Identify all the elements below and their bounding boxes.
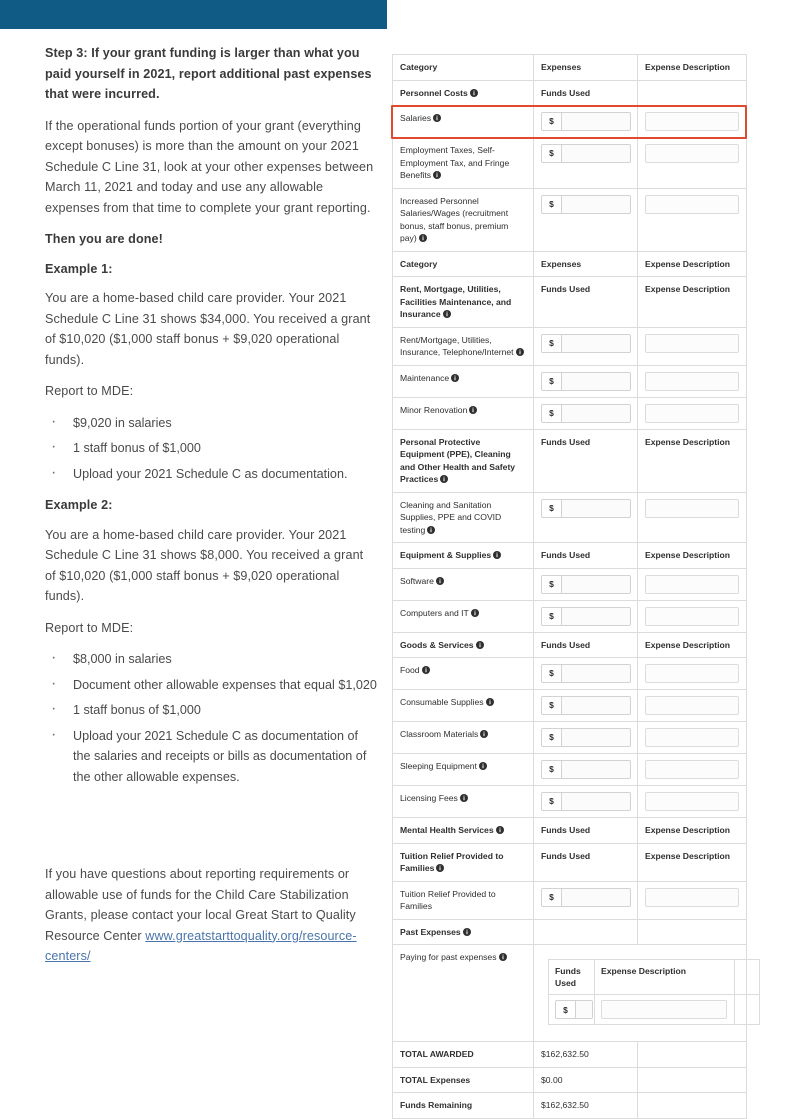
- info-circle-icon[interactable]: [451, 374, 459, 382]
- funds-used-field[interactable]: [562, 793, 630, 810]
- expense-description-input[interactable]: [645, 696, 739, 715]
- nested-blank-cell: [735, 995, 760, 1025]
- grant-expense-table-wrapper: [392, 54, 746, 1119]
- row-description-cell: [638, 106, 747, 138]
- group-category-cell: [393, 543, 534, 569]
- cell-label: Past Expenses: [400, 926, 461, 937]
- footer-contact-note: [45, 864, 381, 967]
- cell-label: Computers and IT: [400, 607, 469, 618]
- funds-used-money-input[interactable]: [541, 372, 631, 391]
- table-row: [393, 600, 747, 632]
- row-expenses-cell: [534, 188, 638, 251]
- row-description-cell: [638, 365, 747, 397]
- currency-symbol: $: [542, 793, 562, 810]
- totals-label-cell: TOTAL AWARDED: [393, 1042, 534, 1068]
- list-item: · Document other allowable expenses that equal $1,020: [45, 675, 377, 696]
- example1-bullet-list: [45, 413, 377, 485]
- row-description-cell: [638, 754, 747, 786]
- row-description-cell: [638, 327, 747, 365]
- example2-body: You are a home-based child care provider. Your 2021 Schedule C Line 31 shows $8,000. You received a grant of $10,020 ($1,000 staff bonus + $9,020 operational funds).: [45, 527, 364, 603]
- grant-expense-table: [392, 54, 747, 1119]
- table-group-header-row: [393, 818, 747, 844]
- row-category-cell: [393, 492, 534, 543]
- row-description-cell: [638, 568, 747, 600]
- info-circle-icon[interactable]: [493, 551, 501, 559]
- table-group-header-row: [393, 277, 747, 328]
- info-circle-icon[interactable]: [463, 928, 471, 936]
- info-circle-icon[interactable]: [419, 234, 427, 242]
- nested-description-cell: [595, 995, 735, 1025]
- nested-header-row: [549, 960, 760, 995]
- row-category-cell: [393, 397, 534, 429]
- cell-label: Increased Personnel Salaries/Wages (recruitment bonus, staff bonus, premium pay): [400, 195, 509, 243]
- expense-description-input[interactable]: [645, 112, 739, 131]
- row-category-cell: [393, 786, 534, 818]
- column-header-category: Category: [393, 251, 534, 277]
- funds-used-money-input[interactable]: [541, 728, 631, 747]
- cell-label: Equipment & Supplies: [400, 550, 492, 560]
- group-expenses-cell: Funds Used: [534, 429, 638, 492]
- funds-used-field[interactable]: [562, 729, 630, 746]
- cell-label: Cleaning and Sanitation Supplies, PPE and COVID testing: [400, 499, 502, 535]
- row-expenses-cell: [534, 138, 638, 189]
- example2-report-label: Report to MDE:: [45, 620, 134, 635]
- group-description-cell: [638, 919, 747, 945]
- info-circle-icon[interactable]: [433, 171, 441, 179]
- row-category-cell: [393, 690, 534, 722]
- list-item: · $9,020 in salaries: [45, 413, 377, 434]
- cell-label: Personnel Costs: [400, 87, 468, 98]
- group-expenses-cell: Funds Used: [534, 632, 638, 658]
- table-row: [393, 397, 747, 429]
- totals-value-cell: $0.00: [534, 1067, 638, 1093]
- row-category-cell: [393, 881, 534, 919]
- cell-label: Software: [400, 575, 434, 586]
- expense-description-input[interactable]: [645, 144, 739, 163]
- table-row: [393, 754, 747, 786]
- funds-used-field[interactable]: [562, 145, 630, 162]
- row-expenses-cell: [534, 365, 638, 397]
- expense-description-input[interactable]: [645, 664, 739, 683]
- footer-text: If you have questions about reporting requirements or allowable use of funds for the Child Care Stabilization Grants, please contact your local Great Start to Quality Resource Center: [45, 867, 356, 943]
- cell-label: Salaries: [400, 113, 432, 123]
- table-row: [393, 568, 747, 600]
- funds-used-money-input[interactable]: [541, 144, 631, 163]
- then-done-text: Then you are done!: [45, 232, 163, 246]
- cell-label: Tuition Relief Provided to Families: [400, 888, 496, 911]
- list-item: · $8,000 in salaries: [45, 649, 377, 670]
- list-item: · Upload your 2021 Schedule C as documentation.: [45, 464, 377, 485]
- funds-used-field[interactable]: [562, 665, 630, 682]
- column-header-expenses: Expenses: [534, 55, 638, 81]
- currency-symbol: $: [542, 500, 562, 517]
- funds-used-field[interactable]: [562, 500, 630, 517]
- example1-heading: Example 1:: [45, 261, 113, 276]
- article-column: [45, 43, 377, 798]
- funds-used-field[interactable]: [562, 889, 630, 906]
- currency-symbol: $: [542, 113, 562, 130]
- group-expenses-cell: Funds Used: [534, 80, 638, 106]
- row-category-cell: [393, 327, 534, 365]
- funds-used-field[interactable]: [562, 335, 630, 352]
- currency-symbol: $: [542, 665, 562, 682]
- row-category-cell: [393, 138, 534, 189]
- funds-used-money-input[interactable]: [541, 696, 631, 715]
- expense-description-input[interactable]: [645, 792, 739, 811]
- group-category-cell: [393, 632, 534, 658]
- step3-body: If the operational funds portion of your grant (everything except bonuses) is more than the amount on your 2021 Schedule C Line 31, look at your other expenses between March 11, 2021 and today and use any allowable expenses from that time to complete your grant reporting.: [45, 118, 374, 215]
- past-expenses-nested-table: [548, 959, 760, 1025]
- group-category-cell: [393, 80, 534, 106]
- info-circle-icon[interactable]: [480, 730, 488, 738]
- row-expenses-cell: [534, 754, 638, 786]
- row-description-cell: [638, 492, 747, 543]
- row-expenses-cell: [534, 722, 638, 754]
- list-item: · 1 staff bonus of $1,000: [45, 700, 377, 721]
- group-description-cell: Expense Description: [638, 632, 747, 658]
- table-row: [393, 492, 747, 543]
- cell-label: Classroom Materials: [400, 729, 479, 739]
- expense-description-input[interactable]: [645, 888, 739, 907]
- row-expenses-cell: [534, 492, 638, 543]
- example1-report-label: Report to MDE:: [45, 384, 134, 398]
- table-group-header-row: [393, 543, 747, 569]
- funds-used-field[interactable]: [562, 576, 630, 593]
- table-group-header-row: [393, 843, 747, 881]
- info-circle-icon[interactable]: [486, 698, 494, 706]
- expense-description-input[interactable]: [645, 404, 739, 423]
- table-row: [393, 138, 747, 189]
- currency-symbol: $: [542, 608, 562, 625]
- column-header-description: Expense Description: [638, 251, 747, 277]
- funds-used-field[interactable]: [562, 608, 630, 625]
- group-description-cell: [638, 80, 747, 106]
- funds-used-money-input[interactable]: [541, 760, 631, 779]
- row-expenses-cell: [534, 786, 638, 818]
- table-row: [393, 365, 747, 397]
- info-circle-icon[interactable]: [427, 526, 435, 534]
- cell-label: Mental Health Services: [400, 825, 494, 835]
- table-column-header-row: [393, 55, 747, 81]
- info-circle-icon[interactable]: [436, 577, 444, 585]
- nested-header-funds-used: Funds Used: [549, 960, 595, 995]
- row-category-cell: [393, 568, 534, 600]
- row-expenses-cell: [534, 600, 638, 632]
- table-group-header-row: [393, 429, 747, 492]
- nested-header-description: Expense Description: [595, 960, 735, 995]
- funds-used-field[interactable]: [562, 761, 630, 778]
- funds-used-field[interactable]: [576, 1001, 592, 1018]
- info-circle-icon[interactable]: [433, 114, 441, 122]
- row-description-cell: [638, 138, 747, 189]
- past-expenses-row: [393, 945, 747, 1042]
- group-category-cell: [393, 429, 534, 492]
- funds-used-money-input[interactable]: [541, 112, 631, 131]
- list-item: · Upload your 2021 Schedule C as documentation of the salaries and receipts or bills as documentation of the other allowable expenses.: [45, 726, 377, 788]
- cell-label: Rent/Mortgage, Utilities, Insurance, Telephone/Internet: [400, 334, 514, 357]
- currency-symbol: $: [542, 405, 562, 422]
- row-description-cell: [638, 658, 747, 690]
- cell-label: Goods & Services: [400, 639, 474, 650]
- row-category-cell: [393, 600, 534, 632]
- table-row: [393, 722, 747, 754]
- expense-description-input[interactable]: [645, 607, 739, 626]
- funds-used-money-input[interactable]: [541, 792, 631, 811]
- past-expenses-category-cell: [393, 945, 534, 1042]
- group-category-cell: [393, 818, 534, 844]
- info-circle-icon[interactable]: [470, 89, 478, 97]
- column-header-description: Expense Description: [638, 55, 747, 81]
- expense-description-input[interactable]: [645, 372, 739, 391]
- group-category-cell: [393, 843, 534, 881]
- currency-symbol: $: [542, 196, 562, 213]
- group-category-cell: [393, 919, 534, 945]
- funds-used-field[interactable]: [562, 405, 630, 422]
- column-header-expenses: Expenses: [534, 251, 638, 277]
- cell-label: Maintenance: [400, 372, 450, 383]
- totals-row: [393, 1093, 747, 1119]
- row-description-cell: [638, 188, 747, 251]
- expense-description-input[interactable]: [645, 760, 739, 779]
- info-circle-icon[interactable]: [422, 666, 430, 674]
- funds-used-field[interactable]: [562, 697, 630, 714]
- column-header-category: Category: [393, 55, 534, 81]
- group-expenses-cell: Funds Used: [534, 543, 638, 569]
- nested-funds-used-cell: [549, 995, 595, 1025]
- currency-symbol: $: [542, 729, 562, 746]
- cell-label: Sleeping Equipment: [400, 761, 477, 771]
- row-expenses-cell: [534, 568, 638, 600]
- cell-label: Tuition Relief Provided to Families: [400, 850, 504, 873]
- group-expenses-cell: Funds Used: [534, 818, 638, 844]
- funds-used-field[interactable]: [562, 196, 630, 213]
- info-circle-icon[interactable]: [440, 475, 448, 483]
- page-header-banner: [0, 0, 387, 29]
- expense-description-input[interactable]: [645, 195, 739, 214]
- row-expenses-cell: [534, 690, 638, 722]
- row-description-cell: [638, 786, 747, 818]
- group-description-cell: Expense Description: [638, 429, 747, 492]
- row-category-cell: [393, 106, 534, 138]
- funds-used-money-input[interactable]: [541, 575, 631, 594]
- funds-used-money-input[interactable]: [541, 607, 631, 626]
- currency-symbol: $: [542, 576, 562, 593]
- resource-centers-link[interactable]: www.greatstarttoquality.org/resource-centers/: [45, 928, 357, 963]
- currency-symbol: $: [542, 335, 562, 352]
- row-description-cell: [638, 722, 747, 754]
- totals-value-cell: $162,632.50: [534, 1093, 638, 1119]
- group-expenses-cell: Funds Used: [534, 277, 638, 328]
- cell-label: Minor Renovation: [400, 404, 468, 415]
- table-row: [393, 188, 747, 251]
- row-expenses-cell: [534, 881, 638, 919]
- table-column-header-row: [393, 251, 747, 277]
- table-row: [393, 327, 747, 365]
- totals-row: [393, 1042, 747, 1068]
- cell-label: Rent, Mortgage, Utilities, Facilities Maintenance, and Insurance: [400, 284, 512, 319]
- expense-description-input[interactable]: [601, 1000, 727, 1019]
- example1-body: You are a home-based child care provider. Your 2021 Schedule C Line 31 shows $34,000. You received a grant of $10,020 ($1,000 staff bonus + $9,020 operational funds).: [45, 291, 371, 367]
- funds-used-money-input[interactable]: [541, 664, 631, 683]
- row-category-cell: [393, 722, 534, 754]
- currency-symbol: $: [542, 145, 562, 162]
- funds-used-money-input[interactable]: [541, 404, 631, 423]
- info-circle-icon[interactable]: [471, 609, 479, 617]
- totals-row: [393, 1067, 747, 1093]
- funds-used-money-input[interactable]: [541, 499, 631, 518]
- info-circle-icon[interactable]: [460, 794, 468, 802]
- cell-label: Paying for past expenses: [400, 952, 497, 962]
- cell-label: Food: [400, 665, 420, 675]
- totals-blank-cell: [638, 1067, 747, 1093]
- group-category-cell: [393, 277, 534, 328]
- row-description-cell: [638, 881, 747, 919]
- funds-used-money-input[interactable]: [541, 888, 631, 907]
- info-circle-icon[interactable]: [476, 641, 484, 649]
- expense-description-input[interactable]: [645, 575, 739, 594]
- row-category-cell: [393, 365, 534, 397]
- totals-label-cell: TOTAL Expenses: [393, 1067, 534, 1093]
- expense-description-input[interactable]: [645, 499, 739, 518]
- step3-heading: Step 3: If your grant funding is larger than what you paid yourself in 2021, report additional past expenses that were incurred.: [45, 46, 372, 101]
- list-item: · 1 staff bonus of $1,000: [45, 438, 377, 459]
- row-expenses-cell: [534, 658, 638, 690]
- row-category-cell: [393, 188, 534, 251]
- funds-used-money-input[interactable]: [541, 195, 631, 214]
- funds-used-money-input[interactable]: [541, 334, 631, 353]
- expense-description-input[interactable]: [645, 728, 739, 747]
- currency-symbol: $: [556, 1001, 576, 1018]
- table-group-header-row: [393, 919, 747, 945]
- totals-blank-cell: [638, 1042, 747, 1068]
- group-expenses-cell: Funds Used: [534, 843, 638, 881]
- group-expenses-cell: [534, 919, 638, 945]
- table-row: [393, 658, 747, 690]
- totals-value-cell: $162,632.50: [534, 1042, 638, 1068]
- table-row: [393, 881, 747, 919]
- group-description-cell: Expense Description: [638, 277, 747, 328]
- cell-label: Licensing Fees: [400, 793, 458, 803]
- info-circle-icon[interactable]: [443, 310, 451, 318]
- row-description-cell: [638, 397, 747, 429]
- info-circle-icon[interactable]: [496, 826, 504, 834]
- group-description-cell: Expense Description: [638, 543, 747, 569]
- info-circle-icon[interactable]: [516, 348, 524, 356]
- currency-symbol: $: [542, 373, 562, 390]
- row-description-cell: [638, 690, 747, 722]
- currency-symbol: $: [542, 697, 562, 714]
- currency-symbol: $: [542, 889, 562, 906]
- funds-used-money-input[interactable]: [555, 1000, 593, 1019]
- info-circle-icon[interactable]: [469, 406, 477, 414]
- row-description-cell: [638, 600, 747, 632]
- row-expenses-cell: [534, 327, 638, 365]
- funds-used-field[interactable]: [562, 373, 630, 390]
- nested-input-row: [549, 995, 760, 1025]
- cell-label: Personal Protective Equipment (PPE), Cleaning and Other Health and Safety Practices: [400, 436, 516, 484]
- funds-used-field[interactable]: [562, 113, 630, 130]
- table-row: [393, 106, 747, 138]
- group-description-cell: Expense Description: [638, 843, 747, 881]
- row-category-cell: [393, 754, 534, 786]
- currency-symbol: $: [542, 761, 562, 778]
- row-expenses-cell: [534, 397, 638, 429]
- row-category-cell: [393, 658, 534, 690]
- cell-label: Employment Taxes, Self-Employment Tax, and Fringe Benefits: [400, 145, 510, 180]
- info-circle-icon[interactable]: [436, 864, 444, 872]
- expense-description-input[interactable]: [645, 334, 739, 353]
- totals-label-cell: Funds Remaining: [393, 1093, 534, 1119]
- table-row: [393, 786, 747, 818]
- totals-blank-cell: [638, 1093, 747, 1119]
- example2-bullet-list: [45, 649, 377, 787]
- nested-header-blank: [735, 960, 760, 995]
- group-description-cell: Expense Description: [638, 818, 747, 844]
- example2-heading: Example 2:: [45, 498, 113, 512]
- row-expenses-cell: [534, 106, 638, 138]
- table-group-header-row: [393, 80, 747, 106]
- table-group-header-row: [393, 632, 747, 658]
- table-row: [393, 690, 747, 722]
- info-circle-icon[interactable]: [499, 953, 507, 961]
- past-expenses-nested-cell: [534, 945, 747, 1042]
- cell-label: Consumable Supplies: [400, 697, 484, 707]
- info-circle-icon[interactable]: [479, 762, 487, 770]
- footer-paragraph: [45, 864, 381, 967]
